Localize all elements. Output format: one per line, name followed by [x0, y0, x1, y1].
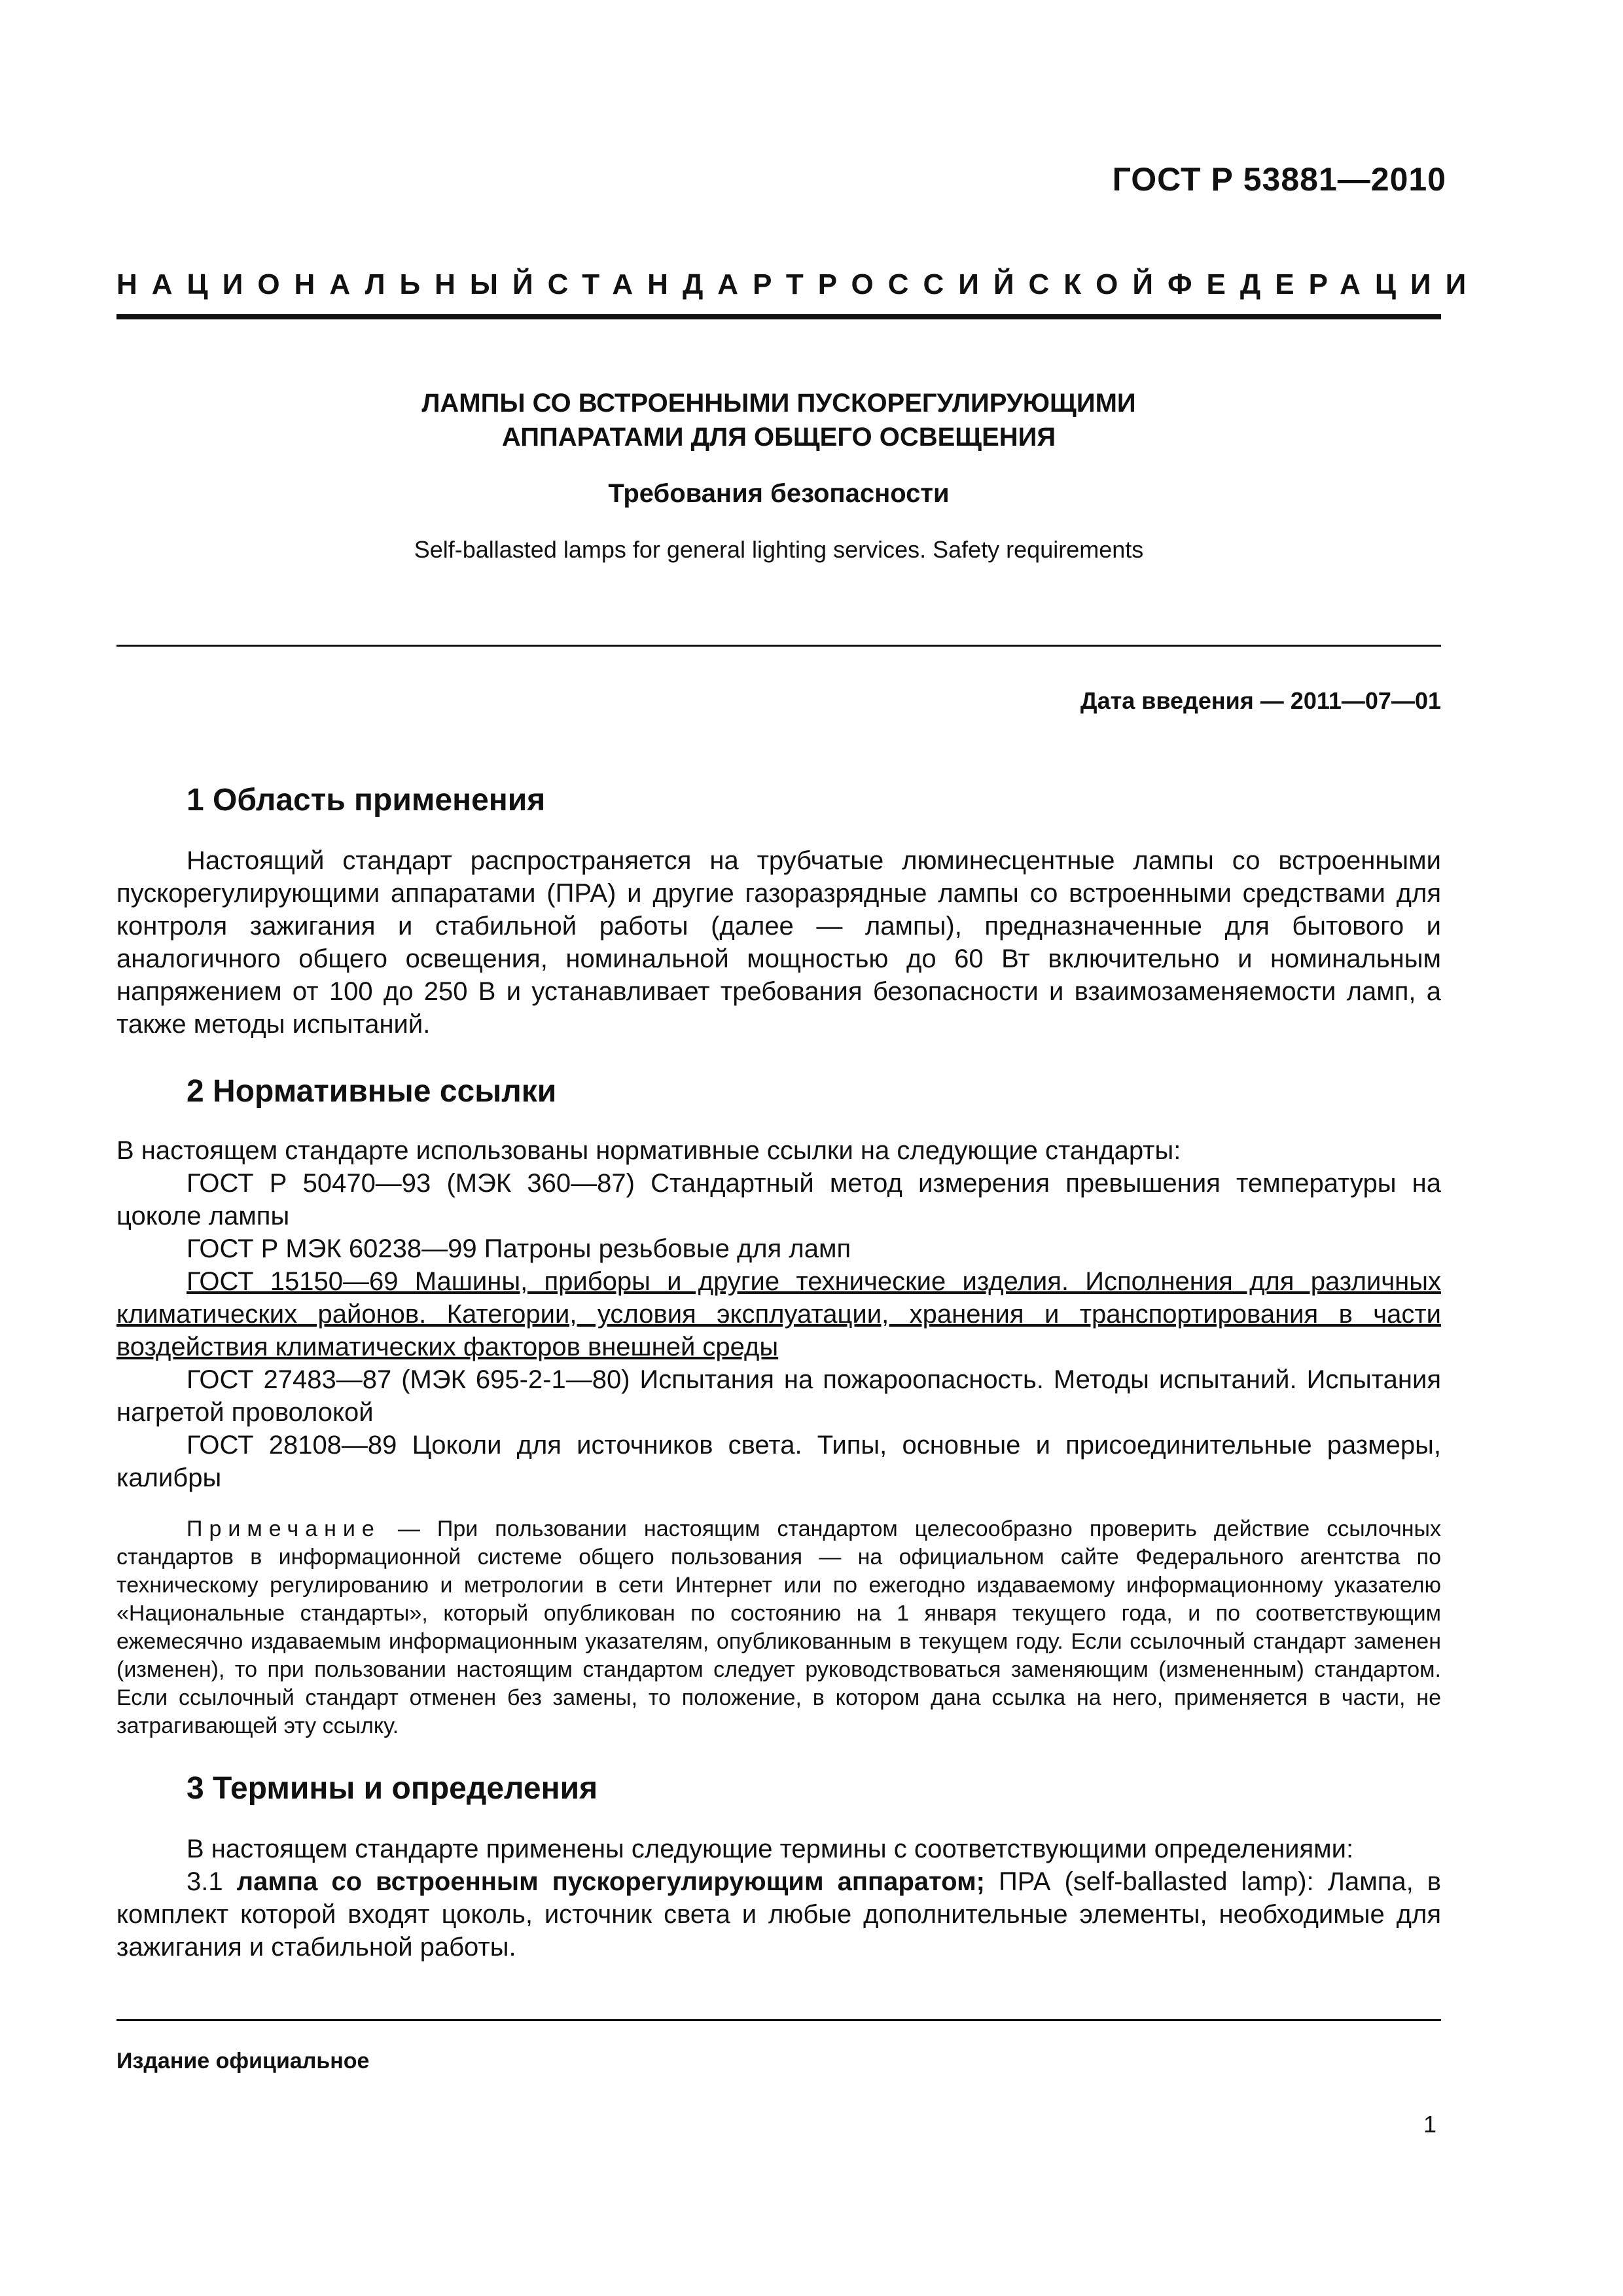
national-word-4: ФЕДЕРАЦИИ — [1168, 268, 1481, 300]
term-number: 3.1 — [187, 1867, 223, 1896]
title-block — [116, 386, 1441, 564]
section-3-body — [116, 1833, 1441, 1964]
title-line-1: ЛАМПЫ СО ВСТРОЕННЫМИ ПУСКОРЕГУЛИРУЮЩИМИ — [421, 389, 1136, 418]
reference-item: ГОСТ 28108—89 Цоколи для источников света. Типы, основные и присоединительные размеры, калибры — [116, 1431, 1441, 1492]
reference-item: ГОСТ 27483—87 (МЭК 695-2-1—80) Испытания на пожароопасность. Методы испытаний. Испытания нагретой проволокой — [116, 1365, 1441, 1427]
section-2-heading: 2 Нормативные ссылки — [187, 1074, 557, 1109]
national-word-2: СТАНДАРТ — [547, 268, 818, 300]
edition-label: Издание официальное — [116, 2049, 370, 2073]
footer-rule — [116, 2019, 1441, 2021]
section-3-heading: 3 Термины и определения — [187, 1771, 598, 1806]
section-1-text: Настоящий стандарт распространяется на трубчатые люминесцентные лампы со встроенными пускорегулирующими аппаратами (ПРА) и другие газоразрядные лампы со встроенными средствами для контроля зажигания и стабильной работы (далее — лампы), предназначенные для бытового и аналогичного общего освещения, номинальной мощностью до 60 Вт включительно и номинальным напряжением от 100 до 250 В и устанавливает требования безопасности и взаимозаменяемости ламп, а также методы испытаний. — [116, 846, 1441, 1039]
reference-item: ГОСТ Р МЭК 60238—99 Патроны резьбовые для ламп — [187, 1234, 851, 1263]
national-word-1: НАЦИОНАЛЬНЫЙ — [116, 268, 548, 300]
reference-item: ГОСТ Р 50470—93 (МЭК 360—87) Стандартный метод измерения превышения температуры на цоколе лампы — [116, 1169, 1441, 1230]
section-2-intro: В настоящем стандарте использованы нормативные ссылки на следующие стандарты: — [116, 1136, 1181, 1165]
english-title: Self-ballasted lamps for general lighting services. Safety requirements — [414, 536, 1144, 563]
term-definition — [116, 1865, 1441, 1964]
date-of-introduction: Дата введения — 2011—07—01 — [1080, 687, 1441, 714]
document-number: ГОСТ Р 53881—2010 — [1112, 161, 1446, 198]
term-name: лампа со встроенным пускорегулирующим аппаратом; — [236, 1867, 985, 1896]
page-number: 1 — [1423, 2111, 1436, 2138]
title-line-2: АППАРАТАМИ ДЛЯ ОБЩЕГО ОСВЕЩЕНИЯ — [501, 423, 1056, 452]
national-word-3: РОССИЙСКОЙ — [817, 268, 1168, 300]
note-label: Примечание — [187, 1516, 381, 1541]
subtitle: Требования безопасности — [608, 479, 950, 508]
national-standard-header — [116, 268, 1481, 301]
section-1-heading: 1 Область применения — [187, 783, 546, 817]
section-3-intro: В настоящем стандарте применены следующие термины с соответствующими определениями: — [187, 1835, 1354, 1863]
term-definition-text: ПРА (self-ballasted lamp): Лампа, в комплект которой входят цоколь, источник света и любые дополнительные элементы, необходимые для зажигания и стабильной работы. — [116, 1867, 1442, 1962]
note-text: — При пользовании настоящим стандартом целесообразно проверить действие ссылочных стандартов в информационной системе общего пользования — на официальном сайте Федерального агентства по техническому регулированию и метрологии в сети Интернет или по ежегодно издаваемому информационному указателю «Национальные стандарты», который опубликован по состоянию на 1 января текущего года, и по соответствующим ежемесячно издаваемым информационным указателям, опубликованным в текущем году. Если ссылочный стандарт заменен (изменен), то при пользовании настоящим стандартом следует руководствоваться заменяющим (измененным) стандартом. Если ссылочный стандарт отменен без замены, то положение, в котором дана ссылка на него, применяется в части, не затрагивающей эту ссылку. — [116, 1516, 1441, 1738]
section-2-body — [116, 1134, 1441, 1494]
reference-item: ГОСТ 15150—69 Машины, приборы и другие технические изделия. Исполнения для различных климатических районов. Категории, условия эксплуатации, хранения и транспортирования в части воздействия климатических факторов внешней среды — [116, 1267, 1441, 1361]
header-rule — [116, 314, 1441, 319]
title-rule — [116, 645, 1441, 647]
note — [116, 1515, 1441, 1740]
